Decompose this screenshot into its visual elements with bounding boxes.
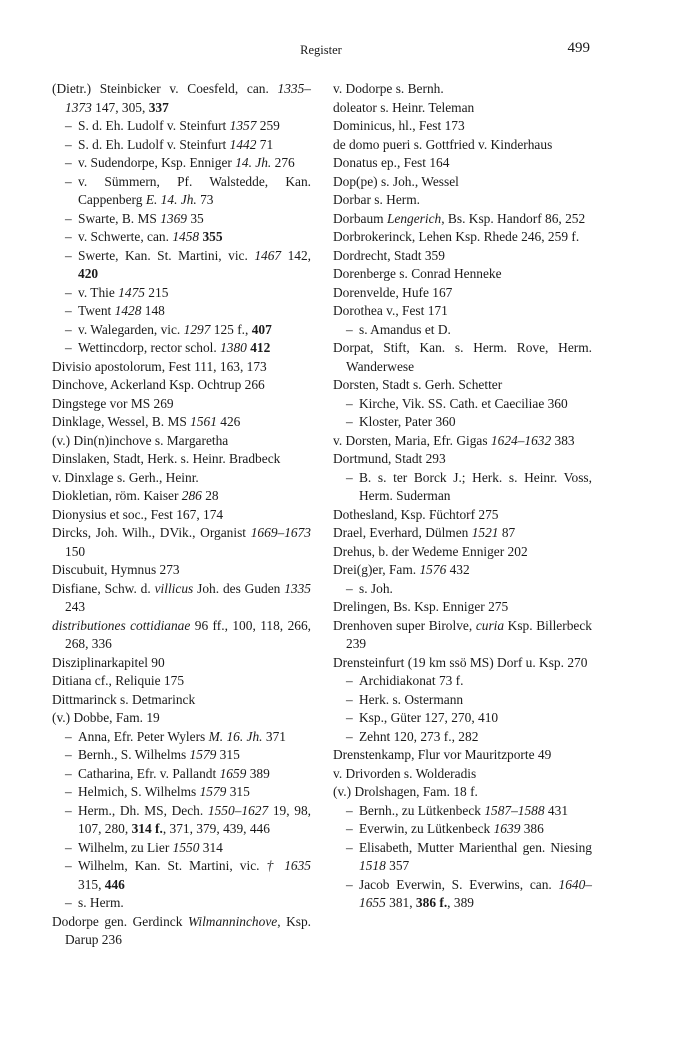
index-entry — [333, 617, 592, 654]
entry-text: de domo pueri s. Gottfried v. Kinderhaus — [333, 136, 553, 152]
entry-text: Donatus ep., Fest 164 — [333, 155, 450, 170]
index-columns — [52, 80, 592, 950]
index-entry — [333, 228, 592, 247]
entry-text: Dordrecht, Stadt 359 — [333, 247, 445, 263]
entry-text: (v.) Drolshagen, Fam. 18 f. — [333, 784, 478, 799]
entry-text: 28 — [201, 488, 219, 503]
entry-text: Jacob Everwin, S. Everwins, can. — [359, 876, 559, 892]
index-entry — [333, 506, 592, 525]
subentry-dash: – — [65, 895, 72, 910]
entry-italic-text: 1659 — [219, 765, 247, 781]
entry-text: Dittmarinck s. Detmarinck — [52, 691, 196, 707]
entry-text: (Dietr.) Steinbicker v. Coesfeld, can. — [52, 81, 278, 96]
entry-italic-text: 1576 — [419, 562, 447, 577]
index-entry — [52, 561, 311, 580]
subentry-dash: – — [65, 784, 72, 799]
entry-bold-page: 314 f. — [131, 821, 163, 836]
entry-text: Everwin, zu Lütkenbeck — [359, 821, 494, 836]
entry-text: Diokletian, röm. Kaiser — [52, 488, 182, 503]
entry-text: Dinklage, Wessel, B. MS — [52, 414, 191, 429]
entry-text: Kloster, Pater 360 — [359, 414, 456, 429]
entry-italic-text: 1357 — [229, 118, 257, 133]
entry-italic-text: 1579 — [199, 784, 227, 799]
index-subentry — [52, 247, 311, 284]
subentry-dash: – — [65, 136, 72, 152]
entry-text: Discubuit, Hymnus 273 — [52, 562, 180, 577]
index-entry — [333, 191, 592, 210]
index-entry — [333, 654, 592, 673]
index-subentry — [333, 820, 592, 839]
index-subentry — [52, 857, 311, 894]
entry-italic-text: 1458 — [172, 229, 200, 244]
subentry-dash: – — [65, 229, 72, 244]
entry-text: v. Thie — [78, 284, 119, 300]
index-entry — [333, 339, 592, 376]
entry-text: 243 — [65, 599, 86, 614]
subentry-dash: – — [65, 839, 72, 855]
entry-text: 371 — [262, 728, 286, 744]
index-entry — [333, 432, 592, 451]
entry-text: 35 — [187, 210, 204, 226]
entry-italic-text: E. 14. Jh. — [145, 192, 197, 207]
entry-text: (v.) Din(n)inchove s. Margaretha — [52, 432, 229, 448]
entry-text: Dortmund, Stadt 293 — [333, 451, 446, 466]
entry-text: Bernh., S. Wilhelms — [78, 747, 190, 762]
entry-text: v. Drivorden s. Wolderadis — [333, 765, 477, 781]
entry-text: s. Herm. — [78, 895, 124, 910]
entry-text: v. Dodorpe s. Bernh. — [333, 81, 444, 96]
index-entry — [333, 561, 592, 580]
index-subentry — [333, 580, 592, 599]
entry-italic-text: 1639 — [493, 821, 521, 836]
entry-italic-text: 1640–1655 — [359, 876, 592, 910]
subentry-dash: – — [65, 747, 72, 762]
entry-bold-page: 386 f. — [415, 895, 448, 910]
entry-bold-page: 407 — [251, 321, 272, 337]
entry-italic-text: 1579 — [189, 747, 217, 762]
entry-text: Drei(g)er, Fam. — [333, 562, 420, 577]
index-entry — [333, 247, 592, 266]
index-entry — [333, 154, 592, 173]
entry-italic-text: 1467 — [254, 247, 282, 263]
entry-text: Herm., Dh. MS, Dech. — [78, 802, 208, 818]
entry-text: (v.) Dobbe, Fam. 19 — [52, 710, 160, 725]
entry-text: 142, — [281, 247, 312, 263]
entry-text: Wilhelm, zu Lier — [78, 839, 173, 855]
entry-text: Ditiana cf., Reliquie 175 — [52, 673, 185, 688]
entry-text: 314 — [199, 839, 223, 855]
subentry-dash: – — [65, 173, 72, 189]
index-subentry — [52, 321, 311, 340]
entry-text: Elisabeth, Mutter Marienthal gen. Niesing — [359, 839, 592, 855]
subentry-dash: – — [346, 691, 353, 707]
entry-text: 315 — [226, 784, 250, 799]
entry-text: Drenstenkamp, Flur vor Mauritzporte 49 — [333, 747, 552, 762]
index-subentry — [52, 728, 311, 747]
subentry-dash: – — [346, 876, 353, 892]
entry-text: 147, 305, — [91, 99, 149, 115]
index-entry — [52, 432, 311, 451]
entry-text: 71 — [256, 136, 274, 152]
entry-text: 215 — [144, 284, 169, 300]
entry-bold-page: 412 — [250, 340, 271, 355]
subentry-dash: – — [65, 303, 72, 318]
subentry-dash: – — [346, 839, 353, 855]
index-subentry — [52, 802, 311, 839]
entry-text: Dorothea v., Fest 171 — [333, 303, 448, 318]
index-subentry — [52, 173, 311, 210]
index-entry — [52, 709, 311, 728]
entry-text: Drenhoven super Birolve, — [333, 617, 476, 633]
entry-text: v. Dinxlage s. Gerh., Heinr. — [52, 469, 199, 485]
entry-text: v. Walegarden, vic. — [78, 321, 184, 337]
entry-text: Zehnt 120, 273 f., 282 — [359, 728, 479, 744]
entry-text: Ksp., Güter 127, 270, 410 — [359, 710, 499, 725]
entry-text: Drelingen, Bs. Ksp. Enniger 275 — [333, 599, 509, 614]
entry-italic-text: 1669–1673 — [250, 525, 311, 540]
index-subentry — [333, 709, 592, 728]
subentry-dash: – — [65, 858, 72, 873]
entry-italic-text: 1550 — [172, 839, 200, 855]
entry-italic-text: 286 — [181, 488, 202, 503]
entry-text: Swerte, Kan. St. Martini, vic. — [78, 247, 255, 263]
index-subentry — [52, 154, 311, 173]
entry-text: 383 — [551, 432, 575, 448]
entry-text: B. s. ter Borck J.; Herk. s. Heinr. Voss, Herm. Suderman — [359, 469, 592, 503]
entry-italic-text: M. 16. Jh. — [208, 728, 263, 744]
index-entry — [52, 617, 311, 654]
entry-text: 357 — [385, 858, 410, 873]
entry-italic-text: 1624–1632 — [490, 432, 552, 448]
subentry-dash: – — [65, 118, 72, 133]
index-subentry — [52, 339, 311, 358]
entry-italic-text: distributiones cottidianae — [52, 617, 191, 633]
entry-text: Kirche, Vik. SS. Cath. et Caeciliae 360 — [359, 395, 568, 411]
index-subentry — [333, 469, 592, 506]
entry-text: 125 f., — [210, 321, 252, 337]
index-column-left — [52, 80, 311, 950]
entry-text: Dircks, Joh. Wilh., DVik., Organist — [52, 525, 251, 540]
entry-text: 389 — [246, 765, 270, 781]
entry-text: Dionysius et soc., Fest 167, 174 — [52, 506, 224, 522]
subentry-dash: – — [346, 321, 353, 337]
entry-text: Dorsten, Stadt s. Gerh. Schetter — [333, 377, 503, 392]
page-header — [52, 38, 590, 58]
entry-text: Drehus, b. der Wedeme Enniger 202 — [333, 543, 528, 559]
subentry-dash: – — [346, 802, 353, 818]
index-entry — [52, 376, 311, 395]
entry-text: Wilhelm, Kan. St. Martini, vic. — [78, 858, 267, 873]
entry-text: v. Schwerte, can. — [78, 229, 173, 244]
page-number: 499 — [567, 40, 590, 56]
entry-text: S. d. Eh. Ludolf v. Steinfurt — [78, 118, 230, 133]
entry-bold-page: 420 — [78, 266, 99, 281]
entry-italic-text: 14. Jh. — [235, 155, 272, 170]
entry-text: doleator s. Heinr. Teleman — [333, 99, 475, 115]
entry-text: , 371, 379, 439, 446 — [162, 821, 270, 836]
index-entry — [52, 691, 311, 710]
entry-text: v. Sümmern, Pf. Walstedde, Kan. Cappenberg — [78, 173, 311, 207]
index-entry — [333, 210, 592, 229]
entry-text: Herk. s. Ostermann — [359, 691, 464, 707]
entry-text: Bernh., zu Lütkenbeck — [359, 802, 485, 818]
entry-text: 150 — [65, 543, 86, 559]
entry-italic-text: 1335 — [284, 580, 311, 596]
entry-text: Twent — [78, 303, 115, 318]
entry-bold-page: 446 — [104, 876, 125, 892]
index-subentry — [333, 321, 592, 340]
entry-italic-text: † 1635 — [266, 858, 312, 873]
entry-text: Ksp. Billerbeck 239 — [346, 617, 592, 651]
entry-bold-page: 355 — [202, 229, 223, 244]
index-entry — [333, 99, 592, 118]
entry-text: Disfiane, Schw. d. — [52, 580, 155, 596]
entry-italic-text: 1518 — [359, 858, 386, 873]
entry-italic-text: villicus — [154, 580, 194, 596]
index-subentry — [52, 746, 311, 765]
index-subentry — [333, 691, 592, 710]
entry-text: S. d. Eh. Ludolf v. Steinfurt — [78, 136, 230, 152]
entry-italic-text: Lengerich — [386, 210, 442, 226]
entry-text: 148 — [141, 303, 165, 318]
index-entry — [52, 913, 311, 950]
subentry-dash: – — [346, 469, 353, 485]
entry-text: Dinchove, Ackerland Ksp. Ochtrup 266 — [52, 377, 265, 392]
entry-italic-text: 1587–1588 — [484, 802, 545, 818]
subentry-dash: – — [346, 673, 353, 688]
entry-text: Wettincdorp, rector schol. — [78, 340, 221, 355]
entry-italic-text: 1550–1627 — [207, 802, 269, 818]
entry-text: Dorbaum — [333, 210, 387, 226]
subentry-dash: – — [346, 395, 353, 411]
entry-text: s. Joh. — [359, 580, 393, 596]
entry-italic-text: 1335–1373 — [65, 81, 311, 115]
entry-text: 386 — [520, 821, 544, 836]
entry-italic-text: 1521 — [471, 525, 499, 540]
subentry-dash: – — [65, 321, 72, 337]
entry-italic-text: 1369 — [160, 210, 187, 226]
entry-text: Joh. des Guden — [193, 580, 285, 596]
entry-italic-text: 1561 — [190, 414, 217, 429]
entry-text: Archidiakonat 73 f. — [359, 673, 464, 688]
index-subentry — [52, 117, 311, 136]
index-entry — [333, 136, 592, 155]
index-entry — [333, 450, 592, 469]
entry-text: 87 — [498, 525, 516, 540]
index-entry — [52, 450, 311, 469]
entry-text: Divisio apostolorum, Fest 111, 163, 173 — [52, 358, 267, 374]
index-subentry — [52, 839, 311, 858]
index-entry — [52, 580, 311, 617]
entry-text: Drensteinfurt (19 km ssö MS) Dorf u. Ksp. 270 — [333, 654, 588, 670]
entry-text: Anna, Efr. Peter Wylers — [78, 728, 209, 744]
index-column-right — [333, 80, 592, 950]
index-entry — [52, 524, 311, 561]
entry-text: 381, — [385, 895, 416, 910]
subentry-dash: – — [65, 802, 72, 818]
index-subentry — [333, 839, 592, 876]
entry-text: v. Sudendorpe, Ksp. Enniger — [78, 155, 236, 170]
index-entry — [52, 487, 311, 506]
index-subentry — [333, 395, 592, 414]
entry-text: Dorbar s. Herm. — [333, 192, 421, 207]
index-entry — [333, 302, 592, 321]
subentry-dash: – — [65, 155, 72, 170]
index-subentry — [52, 783, 311, 802]
running-head: Register — [300, 43, 342, 57]
index-entry — [52, 358, 311, 377]
index-subentry — [52, 894, 311, 913]
entry-italic-text: 1297 — [183, 321, 211, 337]
entry-text: 432 — [446, 562, 470, 577]
entry-text: Dominicus, hl., Fest 173 — [333, 118, 465, 133]
subentry-dash: – — [65, 728, 72, 744]
subentry-dash: – — [346, 580, 353, 596]
entry-text: Dodorpe gen. Gerdinck — [52, 913, 188, 929]
entry-text: , Ksp. Darup 236 — [65, 913, 312, 947]
index-entry — [333, 783, 592, 802]
entry-text: Dorenvelde, Hufe 167 — [333, 284, 453, 300]
entry-text: Dinslaken, Stadt, Herk. s. Heinr. Bradbeck — [52, 451, 281, 466]
entry-text: Disziplinarkapitel 90 — [52, 654, 165, 670]
index-entry — [333, 765, 592, 784]
entry-text: Catharina, Efr. v. Pallandt — [78, 765, 220, 781]
entry-text: , Bs. Ksp. Handorf 86, 252 — [441, 210, 586, 226]
entry-bold-page: 337 — [148, 99, 169, 115]
index-entry — [333, 284, 592, 303]
index-subentry — [52, 210, 311, 229]
index-entry — [52, 672, 311, 691]
subentry-dash: – — [346, 821, 353, 836]
entry-text: Dorenberge s. Conrad Henneke — [333, 266, 502, 281]
entry-text: s. Amandus et D. — [359, 321, 451, 337]
index-subentry — [52, 228, 311, 247]
entry-text: 431 — [544, 802, 569, 818]
index-entry — [52, 413, 311, 432]
index-entry — [333, 80, 592, 99]
subentry-dash: – — [65, 765, 72, 781]
entry-text: Dop(pe) s. Joh., Wessel — [333, 173, 459, 189]
entry-text: 73 — [196, 192, 214, 207]
entry-text: 19, 98, 107, 280, — [78, 802, 311, 836]
entry-italic-text: 1428 — [114, 303, 142, 318]
entry-text: v. Dorsten, Maria, Efr. Gigas — [333, 432, 491, 448]
entry-text: Dorbrokerinck, Lehen Ksp. Rhede 246, 259 f. — [333, 229, 580, 244]
entry-italic-text: Wilmanninchove — [187, 913, 278, 929]
subentry-dash: – — [65, 210, 72, 226]
entry-text: Helmich, S. Wilhelms — [78, 784, 200, 799]
subentry-dash: – — [346, 414, 353, 429]
index-entry — [333, 543, 592, 562]
entry-text: Dothesland, Ksp. Füchtorf 275 — [333, 506, 499, 522]
entry-text: Dorpat, Stift, Kan. s. Herm. Rove, Herm. Wanderwese — [333, 340, 592, 374]
subentry-dash: – — [65, 340, 72, 355]
subentry-dash: – — [346, 728, 353, 744]
index-entry — [333, 598, 592, 617]
index-entry — [333, 117, 592, 136]
entry-text: 315 — [216, 747, 240, 762]
entry-text: 276 — [271, 155, 295, 170]
entry-text: 315, — [78, 876, 105, 892]
index-entry — [52, 469, 311, 488]
index-entry — [333, 265, 592, 284]
entry-text: 96 ff., 100, 118, 266, 268, 336 — [65, 617, 311, 651]
index-subentry — [52, 284, 311, 303]
index-subentry — [333, 876, 592, 913]
index-subentry — [52, 765, 311, 784]
index-entry — [52, 506, 311, 525]
index-subentry — [333, 728, 592, 747]
subentry-dash: – — [65, 284, 72, 300]
index-subentry — [333, 413, 592, 432]
entry-text: 259 — [256, 118, 280, 133]
index-entry — [52, 80, 311, 117]
index-subentry — [333, 672, 592, 691]
entry-text: Drael, Everhard, Dülmen — [333, 525, 472, 540]
entry-text: 426 — [216, 414, 241, 429]
entry-text: Dingstege vor MS 269 — [52, 395, 174, 411]
index-entry — [333, 746, 592, 765]
index-entry — [333, 376, 592, 395]
index-subentry — [52, 302, 311, 321]
index-entry — [333, 524, 592, 543]
entry-italic-text: 1380 — [220, 340, 247, 355]
index-entry — [52, 395, 311, 414]
entry-italic-text: curia — [475, 617, 505, 633]
entry-text: , 389 — [447, 895, 474, 910]
subentry-dash: – — [65, 247, 72, 263]
entry-italic-text: 1442 — [229, 136, 257, 152]
entry-italic-text: 1475 — [118, 284, 145, 300]
index-entry — [52, 654, 311, 673]
subentry-dash: – — [346, 710, 353, 725]
index-entry — [333, 173, 592, 192]
index-subentry — [52, 136, 311, 155]
index-subentry — [333, 802, 592, 821]
entry-text: Swarte, B. MS — [78, 210, 161, 226]
